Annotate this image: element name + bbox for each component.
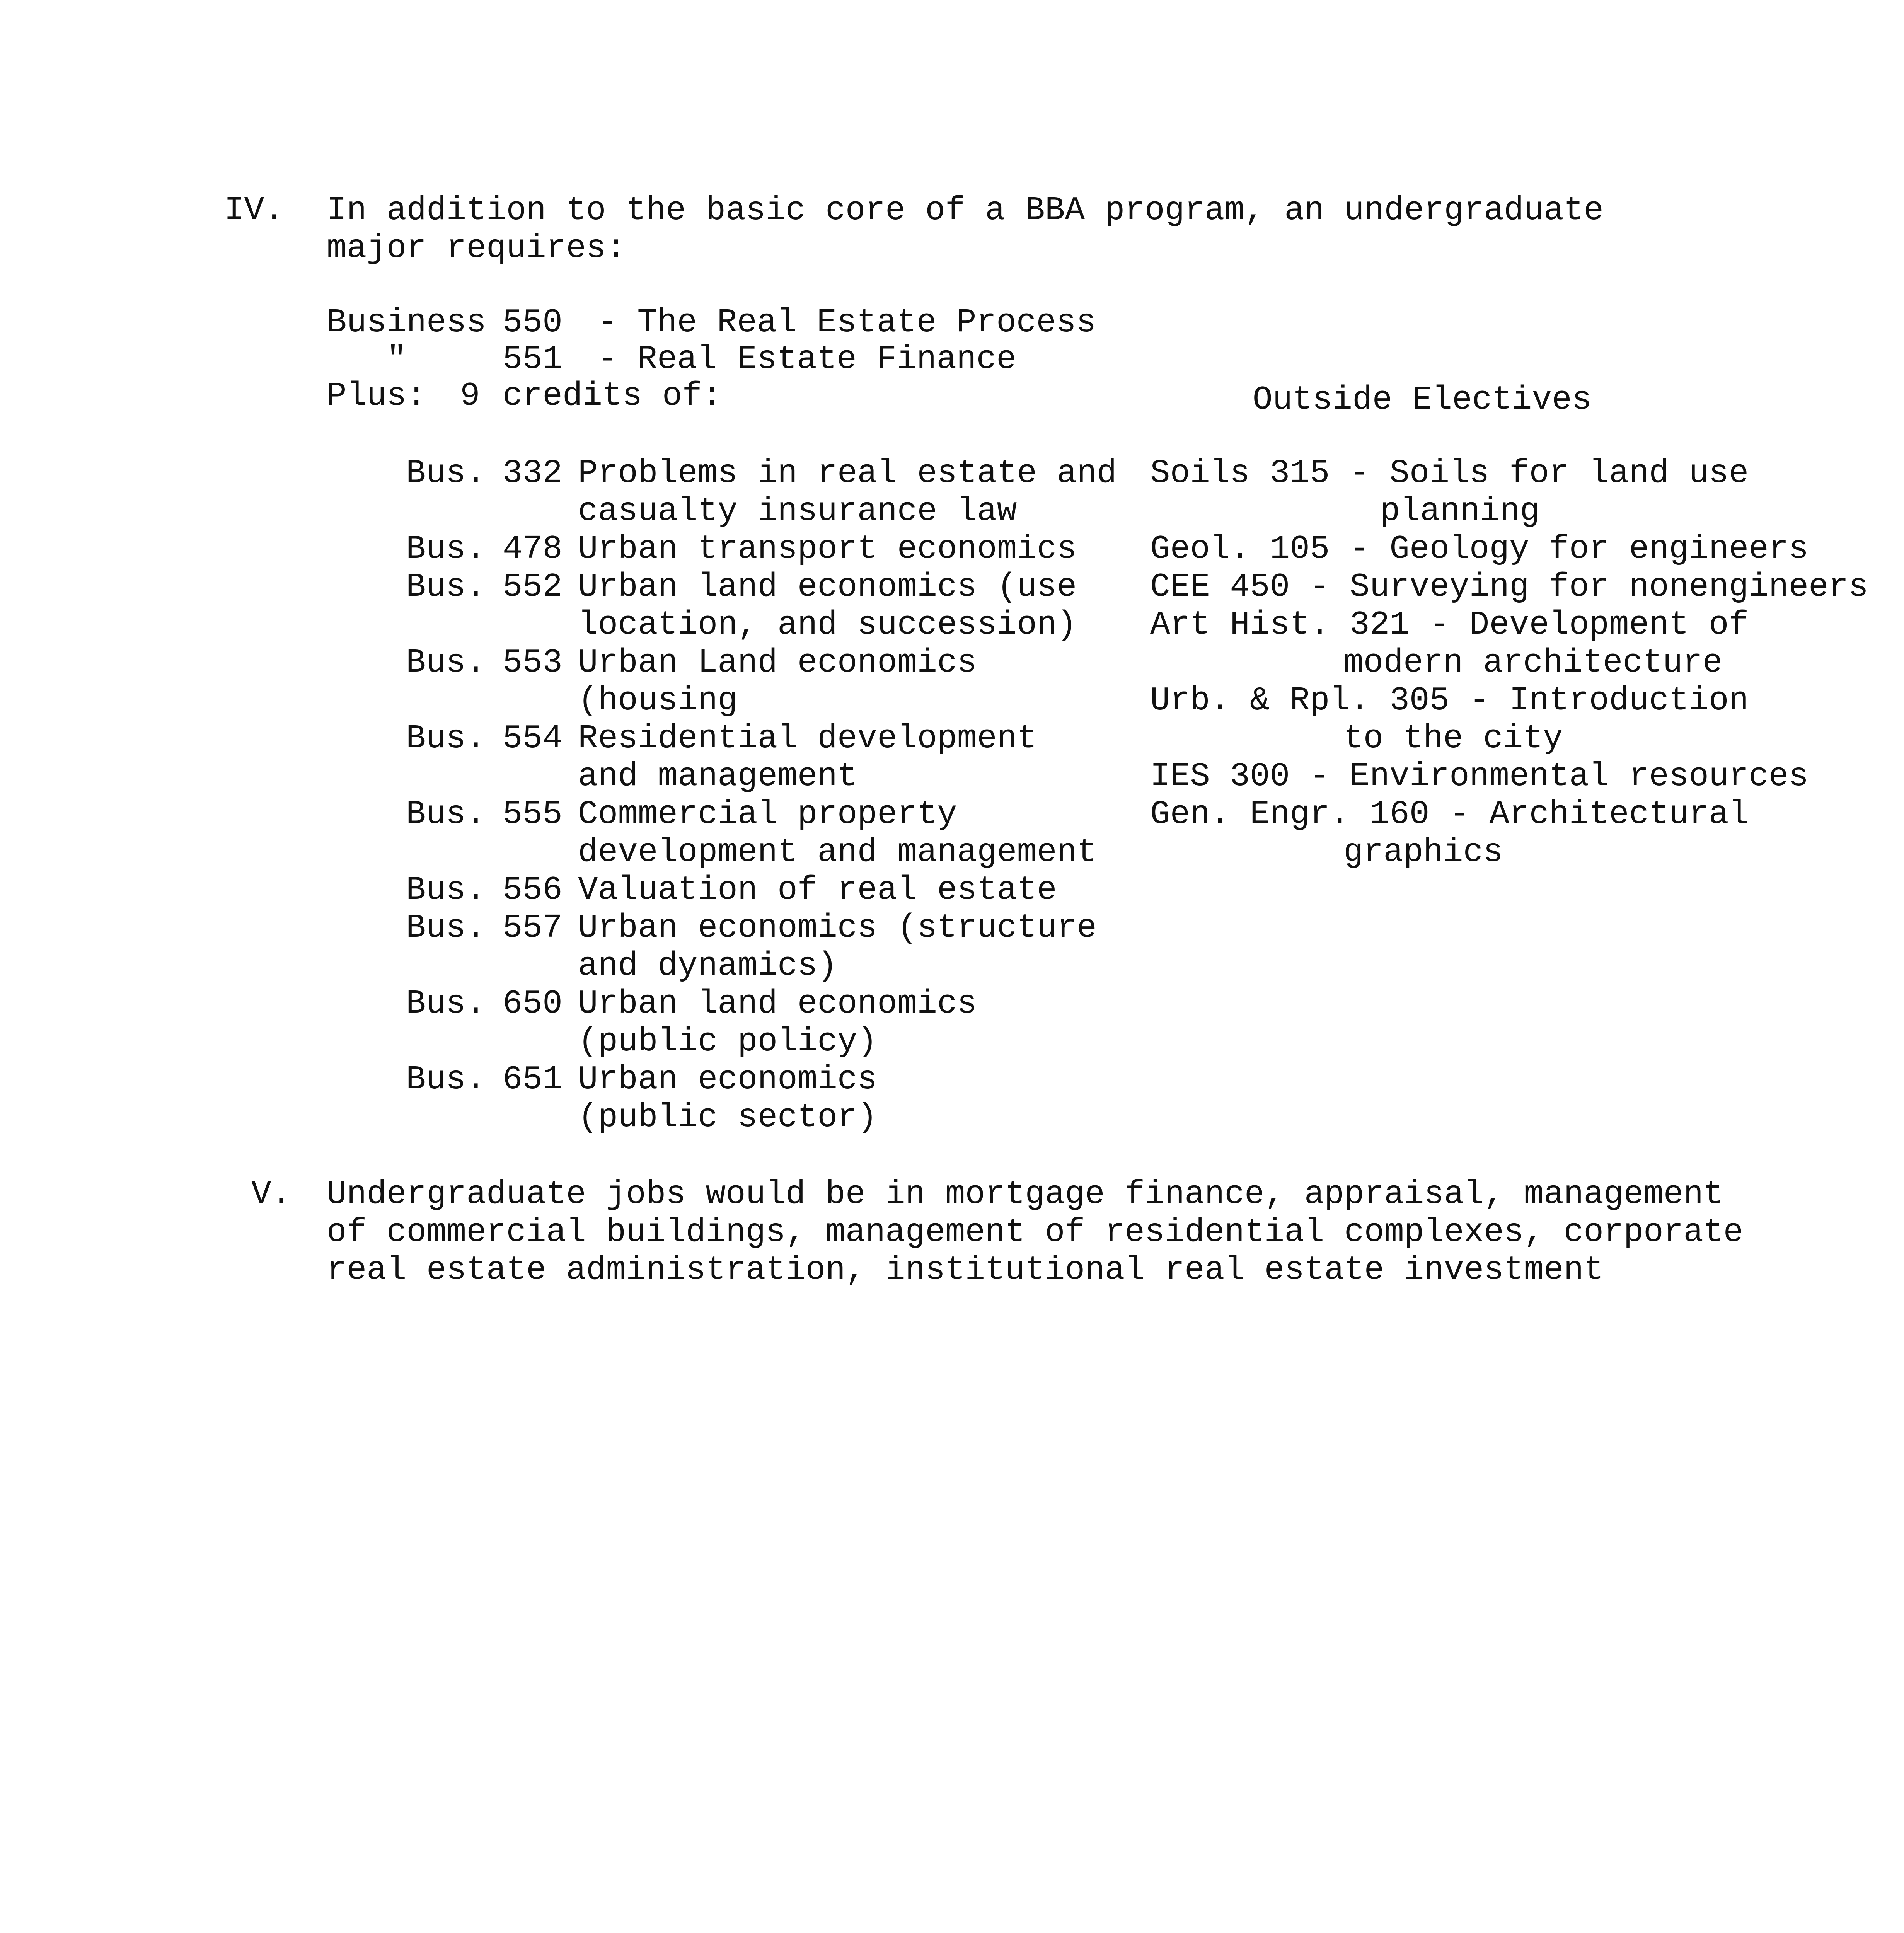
elective-code: 478 — [503, 530, 563, 568]
elective-title: Urban land economics (use — [578, 568, 1077, 606]
elective-title: Urban Land economics — [578, 644, 977, 682]
elective-title-cont: (public sector) — [578, 1098, 878, 1136]
elective-prefix: Bus. — [406, 1060, 486, 1098]
elective-code: 650 — [503, 985, 563, 1023]
section-iv-intro-line1: In addition to the basic core of a BBA program, an undergraduate — [327, 191, 1604, 229]
elective-title: Urban land economics — [578, 985, 977, 1023]
outside-elective: Gen. Engr. 160 - Architectural — [1150, 795, 1749, 833]
elective-prefix: Bus. — [406, 719, 486, 757]
elective-prefix: Bus. — [406, 795, 486, 833]
ditto-mark: " — [387, 340, 407, 378]
elective-prefix: Bus. — [406, 909, 486, 947]
outside-elective: CEE 450 - Surveying for nonengineers — [1150, 568, 1868, 606]
elective-title: Urban economics — [578, 1060, 878, 1098]
section-v-line3: real estate administration, institutional real estate investment — [327, 1251, 1604, 1289]
elective-title: Valuation of real estate — [578, 871, 1057, 909]
required-course-title: - Real Estate Finance — [597, 340, 1016, 378]
elective-title-cont: (housing — [578, 682, 738, 719]
elective-code: 554 — [503, 719, 563, 757]
outside-elective-cont: graphics — [1343, 833, 1503, 871]
elective-code: 651 — [503, 1060, 563, 1098]
elective-code: 332 — [503, 454, 563, 492]
outside-elective: Geol. 105 - Geology for engineers — [1150, 530, 1809, 568]
elective-title: Commercial property — [578, 795, 957, 833]
elective-prefix: Bus. — [406, 454, 486, 492]
outside-elective-cont: modern architecture — [1343, 644, 1723, 682]
section-v-line1: Undergraduate jobs would be in mortgage finance, appraisal, management — [327, 1175, 1723, 1213]
elective-title: Urban economics (structure — [578, 909, 1097, 947]
section-iv-intro-line2: major requires: — [327, 229, 626, 267]
outside-elective-cont: planning — [1380, 492, 1540, 530]
plus-count: 9 — [460, 377, 480, 415]
plus-text: credits of: — [503, 377, 722, 415]
outside-elective-cont: to the city — [1343, 719, 1563, 757]
elective-code: 552 — [503, 568, 563, 606]
elective-prefix: Bus. — [406, 568, 486, 606]
section-iv-numeral: IV. — [224, 191, 284, 229]
elective-title: Urban transport economics — [578, 530, 1077, 568]
elective-title-cont: location, and succession) — [578, 606, 1077, 644]
outside-elective: IES 300 - Environmental resources — [1150, 757, 1809, 795]
elective-title-cont: development and management — [578, 833, 1097, 871]
elective-code: 557 — [503, 909, 563, 947]
elective-title: Problems in real estate and — [578, 454, 1117, 492]
outside-electives-heading: Outside Electives — [1253, 381, 1592, 419]
elective-prefix: Bus. — [406, 871, 486, 909]
section-v-line2: of commercial buildings, management of residential complexes, corporate — [327, 1213, 1744, 1251]
required-course-title: - The Real Estate Process — [597, 303, 1096, 341]
elective-prefix: Bus. — [406, 644, 486, 682]
elective-title-cont: casualty insurance law — [578, 492, 1017, 530]
elective-code: 553 — [503, 644, 563, 682]
required-course-prefix: Business — [327, 303, 486, 341]
elective-title-cont: (public policy) — [578, 1023, 878, 1060]
elective-title-cont: and management — [578, 757, 857, 795]
outside-elective: Urb. & Rpl. 305 - Introduction — [1150, 682, 1749, 719]
outside-elective: Art Hist. 321 - Development of — [1150, 606, 1749, 644]
elective-prefix: Bus. — [406, 985, 486, 1023]
elective-code: 555 — [503, 795, 563, 833]
outside-elective: Soils 315 - Soils for land use — [1150, 454, 1749, 492]
plus-label: Plus: — [327, 377, 427, 415]
elective-title-cont: and dynamics) — [578, 947, 837, 985]
elective-title: Residential development — [578, 719, 1037, 757]
section-v-numeral: V. — [251, 1175, 291, 1213]
elective-prefix: Bus. — [406, 530, 486, 568]
required-course-code: 551 — [503, 340, 563, 378]
required-course-code: 550 — [503, 303, 563, 341]
elective-code: 556 — [503, 871, 563, 909]
